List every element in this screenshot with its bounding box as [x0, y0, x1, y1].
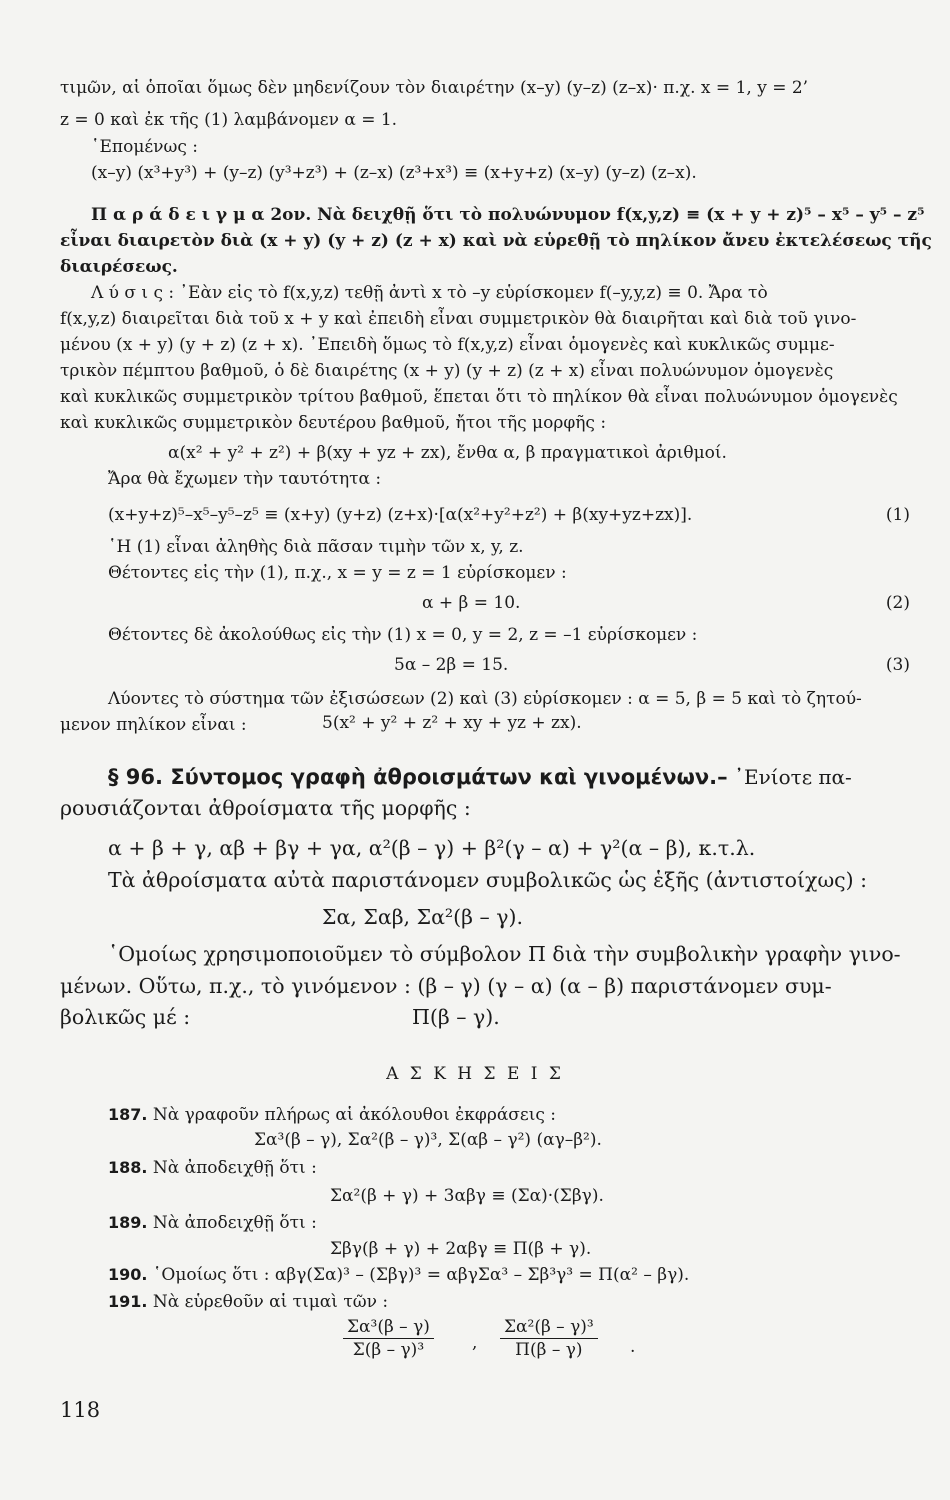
exercise-text: Νὰ ἀποδειχθῇ ὅτι :: [152, 1158, 317, 1178]
text-line: διαιρέσεως.: [60, 257, 178, 277]
exercise-item: [108, 1264, 689, 1286]
text-line: ῾Επομένως :: [91, 137, 199, 157]
exercise-number: 188.: [108, 1158, 148, 1177]
text-line: καὶ κυκλικῶς συμμετρικὸν τρίτου βαθμοῦ, ἕπεται ὅτι τὸ πηλίκον θὰ εἶναι πολυώνυμον ὁμογενὲς: [60, 387, 898, 407]
text-line: Τὰ ἀθροίσματα αὐτὰ παριστάνομεν συμβολικῶς ὡς ἑξῆς (ἀντιστοίχως) :: [108, 868, 868, 892]
text-line: μενον πηλίκον εἶναι :: [60, 715, 247, 735]
exercise-number: 191.: [108, 1292, 148, 1311]
text-line: μένων. Οὕτω, π.χ., τὸ γινόμενον : (β – γ) (γ – α) (α – β) παριστάνομεν συμ-: [60, 974, 832, 998]
exercise-number: 187.: [108, 1105, 148, 1124]
fraction-separator: ,: [472, 1333, 478, 1353]
equation-number: (2): [885, 593, 910, 613]
formula-line: α(x² + y² + z²) + β(xy + yz + zx), ἔνθα α, β πραγματικοὶ ἀριθμοί.: [168, 443, 727, 463]
text-line: Λύοντες τὸ σύστημα τῶν ἐξισώσεων (2) καὶ (3) εὑρίσκομεν : α = 5, β = 5 καὶ τὸ ζητού-: [108, 689, 862, 709]
text-line: καὶ κυκλικῶς συμμετρικὸν δευτέρου βαθμοῦ, ἤτοι τῆς μορφῆς :: [60, 413, 607, 433]
exercise-text: ῾Ομοίως ὅτι : αβγ(Σα)³ – (Σβγ)³ = αβγΣα³ – Σβ³γ³ = Π(α² – βγ).: [152, 1265, 690, 1285]
text-line: f(x,y,z) διαιρεῖται διὰ τοῦ x + y καὶ ἐπειδὴ εἶναι συμμετρικὸν θὰ διαιρῆται καὶ διὰ τοῦ γινο-: [60, 309, 857, 329]
equation-line: 5α – 2β = 15.: [394, 655, 509, 675]
fraction-denominator: Σ(β – γ)³: [352, 1340, 425, 1360]
formula-line: Σα²(β + γ) + 3αβγ ≡ (Σα)·(Σβγ).: [330, 1186, 604, 1206]
fraction-numerator: Σα²(β – γ)³: [500, 1316, 598, 1339]
solution-line: Λ ύ σ ι ς : ᾿Εὰν εἰς τὸ f(x,y,z) τεθῇ ἀντὶ x τὸ –y εὑρίσκομεν f(–y,y,z) ≡ 0. Ἄρα τὸ: [91, 283, 768, 303]
section-intro: ᾿Ενίοτε πα-: [727, 765, 852, 789]
exercise-text: Νὰ ἀποδειχθῇ ὅτι :: [152, 1213, 317, 1233]
text-line: εἶναι διαιρετὸν διὰ (x + y) (y + z) (z + x) καὶ νὰ εὑρεθῇ τὸ πηλίκον ἄνευ ἐκτελέσεως τῆς: [60, 231, 932, 251]
text-line: μένου (x + y) (y + z) (z + x). ᾿Επειδὴ ὅμως τὸ f(x,y,z) εἶναι ὁμογενὲς καὶ κυκλικῶς συμμε-: [60, 335, 835, 355]
exercise-item: [108, 1104, 556, 1126]
fraction-denominator: Π(β – γ): [515, 1340, 583, 1360]
exercise-text: Νὰ γραφοῦν πλήρως αἱ ἀκόλουθοι ἐκφράσεις :: [152, 1105, 557, 1125]
fraction: [343, 1316, 434, 1361]
example-heading: Π α ρ ά δ ε ι γ μ α 2ον. Νὰ δειχθῇ ὅτι τὸ πολυώνυμον f(x,y,z) ≡ (x + y + z)⁵ – x⁵ – y⁵ – z⁵: [91, 205, 925, 225]
text-line: ῾Η (1) εἶναι ἀληθὴς διὰ πᾶσαν τιμὴν τῶν x, y, z.: [108, 537, 524, 557]
text-line: z = 0 καὶ ἐκ τῆς (1) λαμβάνομεν α = 1.: [60, 110, 398, 130]
identity-line: (x–y) (x³+y³) + (y–z) (y³+z³) + (z–x) (z³+x³) ≡ (x+y+z) (x–y) (y–z) (z–x).: [91, 163, 697, 183]
exercise-item: [108, 1212, 317, 1234]
identity-line: (x+y+z)⁵–x⁵–y⁵–z⁵ ≡ (x+y) (y+z) (z+x)·[α(x²+y²+z²) + β(xy+yz+zx)].: [108, 505, 693, 525]
text-line: Θέτοντες εἰς τὴν (1), π.χ., x = y = z = 1 εὑρίσκομεν :: [108, 563, 567, 583]
fraction: [500, 1316, 598, 1361]
text-line: τρικὸν πέμπτου βαθμοῦ, ὁ δὲ διαιρέτης (x + y) (y + z) (z + x) εἶναι πολυώνυμον ὁμογενὲς: [60, 361, 834, 381]
text-line: τιμῶν, αἱ ὁποῖαι ὅμως δὲν μηδενίζουν τὸν διαιρέτην (x–y) (y–z) (z–x)· π.χ. x = 1, y = 2’: [60, 78, 809, 98]
fraction-end: .: [630, 1337, 636, 1357]
text-line: ῾Ομοίως χρησιμοποιοῦμεν τὸ σύμβολον Π διὰ τὴν συμβολικὴν γραφὴν γινο-: [108, 942, 901, 966]
exercise-text: Νὰ εὑρεθοῦν αἱ τιμαὶ τῶν :: [152, 1292, 389, 1312]
formula-line: 5(x² + y² + z² + xy + yz + zx).: [322, 713, 582, 733]
text-line: βολικῶς μέ :: [60, 1005, 191, 1029]
fraction-numerator: Σα³(β – γ): [343, 1316, 434, 1339]
exercise-item: [108, 1291, 388, 1313]
page-number: 118: [60, 1398, 101, 1422]
text-line: ρουσιάζονται ἀθροίσματα τῆς μορφῆς :: [60, 796, 471, 820]
section-heading-line: [108, 763, 852, 793]
formula-line: Σα, Σαβ, Σα²(β – γ).: [322, 905, 524, 929]
equation-number: (3): [885, 655, 910, 675]
formula-line: α + β + γ, αβ + βγ + γα, α²(β – γ) + β²(γ – α) + γ²(α – β), κ.τ.λ.: [108, 836, 756, 860]
formula-line: Σα³(β – γ), Σα²(β – γ)³, Σ(αβ – γ²) (αγ–β²).: [254, 1130, 602, 1150]
formula-line: Σβγ(β + γ) + 2αβγ ≡ Π(β + γ).: [330, 1239, 592, 1259]
exercise-item: [108, 1157, 317, 1179]
formula-line: Π(β – γ).: [412, 1005, 500, 1029]
text-line: Θέτοντες δὲ ἀκολούθως εἰς τὴν (1) x = 0, y = 2, z = –1 εὑρίσκομεν :: [108, 625, 698, 645]
section-heading: § 96. Σύντομος γραφὴ ἀθροισμάτων καὶ γινομένων.–: [108, 765, 728, 789]
equation-number: (1): [885, 505, 910, 525]
equation-line: α + β = 10.: [422, 593, 521, 613]
exercises-heading: Α Σ Κ Η Σ Ε Ι Σ: [386, 1064, 564, 1084]
exercise-number: 190.: [108, 1265, 148, 1284]
exercise-number: 189.: [108, 1213, 148, 1232]
text-line: Ἄρα θὰ ἔχωμεν τὴν ταυτότητα :: [108, 469, 382, 489]
